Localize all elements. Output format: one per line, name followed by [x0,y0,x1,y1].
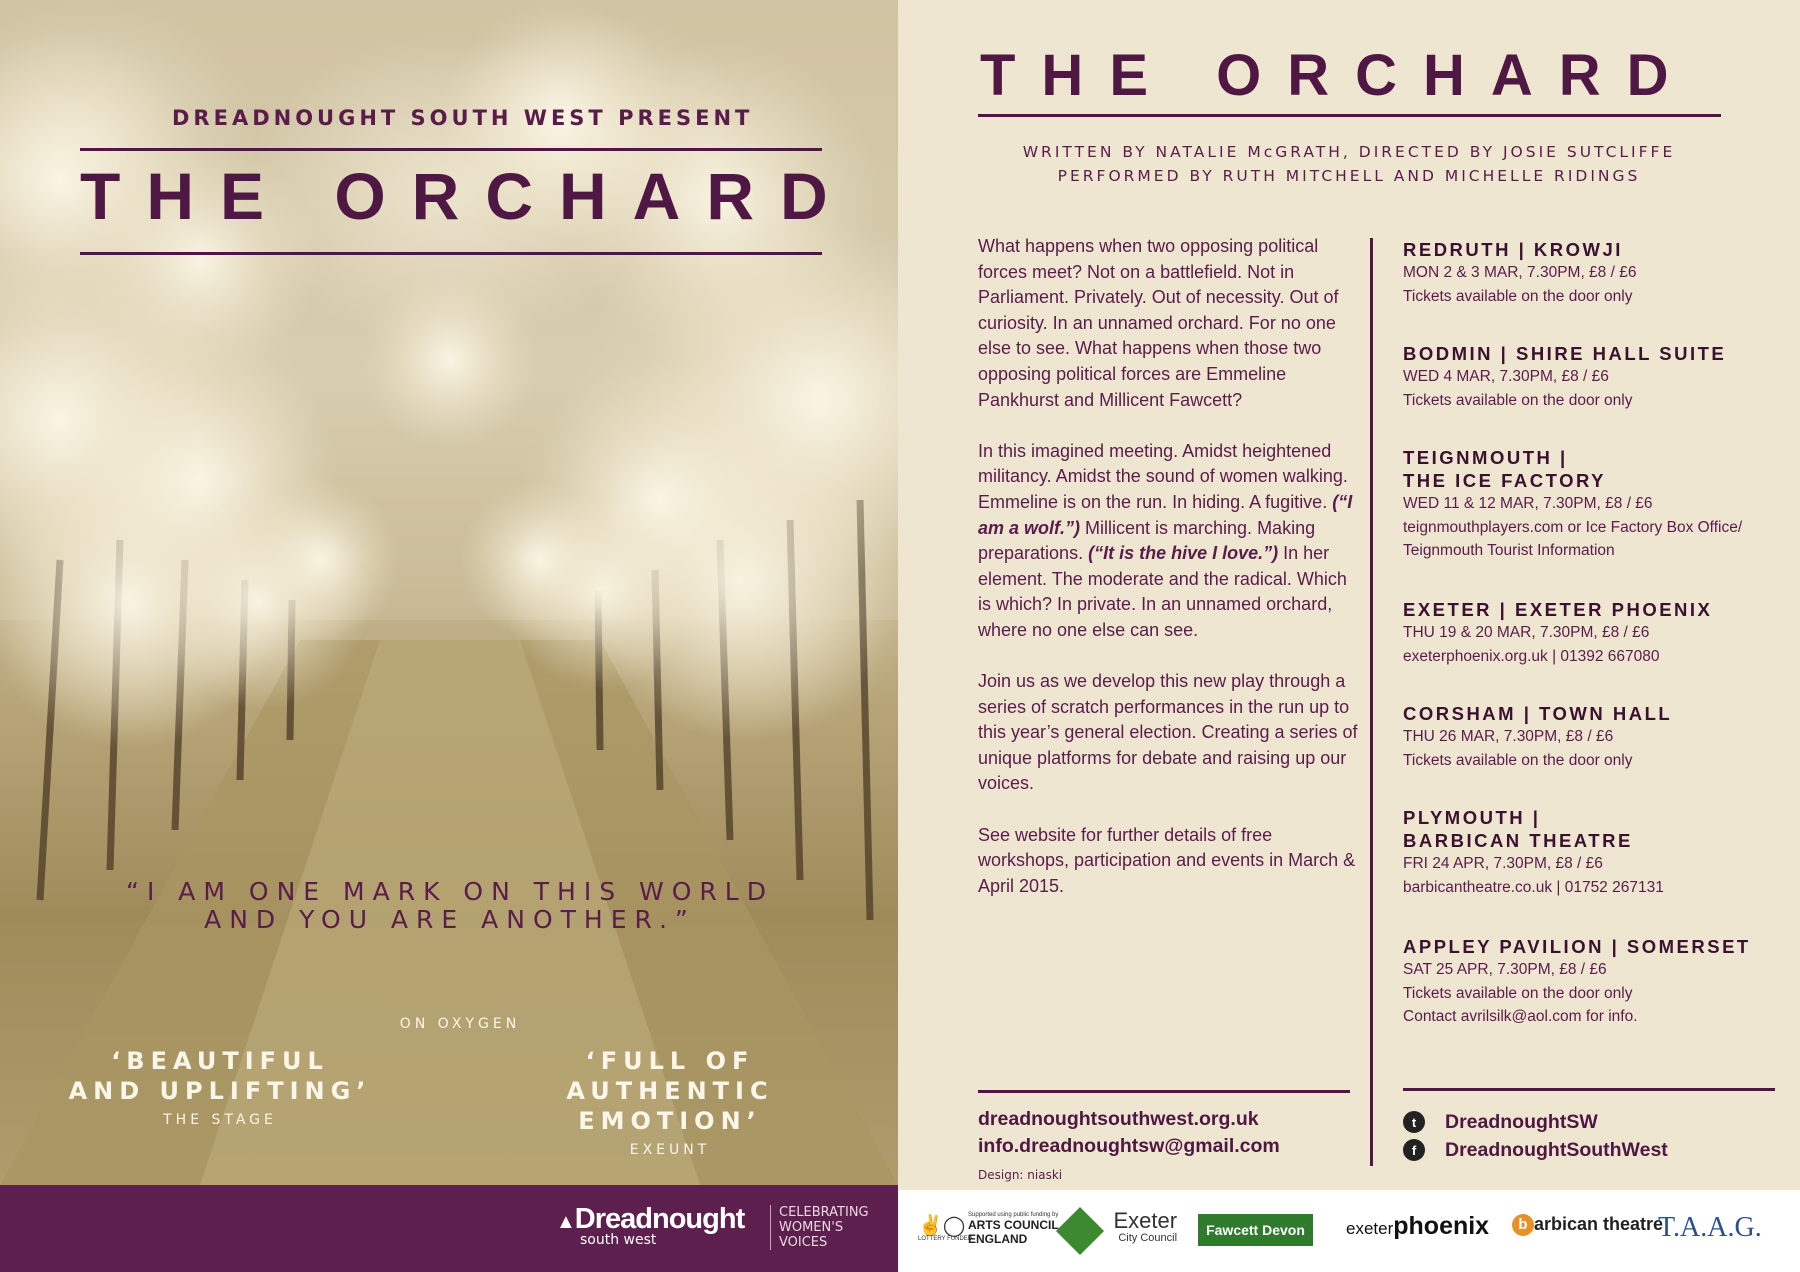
poster-left-panel [0,0,898,1272]
venue-detail: Tickets available on the door only [1403,751,1633,769]
barbican-theatre-logo: b arbican theatre [1512,1214,1663,1236]
synopsis [978,234,1358,925]
poster-title: THE ORCHARD [80,159,854,233]
design-credit: Design: niaski [978,1168,1063,1182]
review-line: AUTHENTIC EMOTION’ [566,1077,774,1135]
email-link[interactable]: info.dreadnoughtsw@gmail.com [978,1135,1280,1157]
logo-mark-icon: ▲ [556,1211,575,1233]
venue-corsham [1403,702,1783,772]
review-line: AND UPLIFTING’ [68,1077,372,1105]
venue-detail: teignmouthplayers.com or Ice Factory Box Office/ [1403,518,1743,536]
twitter-handle: DreadnoughtSW [1445,1110,1598,1133]
venue-detail: Tickets available on the door only [1403,984,1633,1002]
venue-detail: Tickets available on the door only [1403,287,1633,305]
exeter-emblem-icon [1056,1207,1104,1255]
footer-tagline: CELEBRATING WOMEN'S VOICES [770,1205,869,1250]
facebook-link[interactable] [1403,1136,1668,1164]
taag-logo: T.A.A.G. [1658,1212,1762,1243]
venue-detail: Contact avrilsilk@aol.com for info. [1403,1008,1638,1025]
quote-line: AND YOU ARE ANOTHER.” [204,905,696,934]
logo-name: ▲Dreadnought [556,1203,745,1235]
venue-detail: FRI 24 APR, 7.30PM, £8 / £6 [1403,855,1603,872]
review-line: ‘FULL OF [585,1047,755,1075]
review-the-stage [60,1046,380,1128]
review-exeunt [470,1046,870,1158]
venue-detail: WED 11 & 12 MAR, 7.30PM, £8 / £6 [1403,495,1653,512]
social-rule [1403,1088,1775,1091]
venue-name: PLYMOUTH | [1403,807,1541,828]
info-title-rule [978,114,1721,117]
title-top-rule [80,148,822,151]
review-source: THE STAGE [163,1112,277,1128]
venue-detail: SAT 25 APR, 7.30PM, £8 / £6 [1403,961,1607,978]
column-divider [1370,238,1373,1166]
venue-detail: Tickets available on the door only [1403,391,1633,409]
venue-detail: MON 2 & 3 MAR, 7.30PM, £8 / £6 [1403,264,1637,281]
review-source-on-oxygen: ON OXYGEN [399,1016,521,1032]
venue-detail: barbicantheatre.co.uk | 01752 267131 [1403,878,1664,896]
poster-quote [120,878,780,934]
venue-name: EXETER | EXETER PHOENIX [1403,599,1713,620]
venue-name: BARBICAN THEATRE [1403,830,1633,851]
venue-teignmouth [1403,446,1783,563]
quote-line: “I AM ONE MARK ON THIS WORLD [126,877,774,906]
venue-name: CORSHAM | TOWN HALL [1403,703,1673,724]
info-right-panel [898,0,1800,1190]
review-source: EXEUNT [629,1142,711,1158]
synopsis-paragraph: Join us as we develop this new play through a series of scratch performances in the run up to this year’s general election. Creating a series of unique platforms for debate and raising up our voices. [978,671,1358,794]
poster-footer-bar [0,1185,898,1272]
lottery-crossed-fingers-icon: ✌◯ [918,1215,966,1237]
sponsor-logo-strip [898,1190,1800,1272]
contact-block [978,1106,1280,1160]
venue-redruth [1403,238,1783,308]
quote-hive: (“It is the hive I love.”) [1088,543,1279,564]
venue-detail: Teignmouth Tourist Information [1403,542,1615,559]
barbican-b-icon: b [1512,1214,1534,1236]
exeter-city-council-logo: Exeter City Council [1063,1210,1177,1248]
facebook-handle: DreadnoughtSouthWest [1445,1138,1668,1161]
review-line: ‘BEAUTIFUL [111,1047,329,1075]
dreadnought-logo [556,1203,744,1248]
venue-name: THE ICE FACTORY [1403,470,1606,491]
fawcett-devon-logo: Fawcett Devon [1198,1214,1313,1246]
venue-name: APPLEY PAVILION | SOMERSET [1403,936,1751,957]
arts-council-logo: Supported using public funding by ARTS COUNCIL ENGLAND [968,1212,1059,1246]
venue-detail: exeterphoenix.org.uk | 01392 667080 [1403,647,1660,665]
info-title: THE ORCHARD [980,43,1695,108]
contact-rule [978,1090,1350,1093]
title-bottom-rule [80,252,822,255]
facebook-icon: f [1403,1139,1425,1161]
venue-exeter [1403,598,1783,668]
credits-line: WRITTEN BY NATALIE McGRATH, DIRECTED BY JOSIE SUTCLIFFE [1022,143,1676,161]
website-link[interactable]: dreadnoughtsouthwest.org.uk [978,1108,1259,1130]
presenter-text: DREADNOUGHT SOUTH WEST PRESENT [172,106,754,130]
venue-name: BODMIN | SHIRE HALL SUITE [1403,343,1727,364]
logo-sub: south west [580,1232,657,1248]
venue-detail: THU 26 MAR, 7.30PM, £8 / £6 [1403,728,1614,745]
social-block [1403,1108,1668,1164]
twitter-link[interactable] [1403,1108,1668,1136]
venue-bodmin [1403,342,1783,412]
synopsis-paragraph: See website for further details of free workshops, participation and events in March & April 2015. [978,824,1356,896]
venue-plymouth [1403,806,1783,899]
venue-detail: THU 19 & 20 MAR, 7.30PM, £8 / £6 [1403,624,1650,641]
twitter-icon: t [1403,1111,1425,1133]
synopsis-paragraph: What happens when two opposing political forces meet? Not on a battlefield. Not in Parliament. Privately. Out of necessity. Out of curiosity. In an unnamed orchard. For no one else to see. What happens when those two opposing political forces are Emmeline Pankhurst and Millicent Fawcett? [978,236,1339,410]
venue-name: TEIGNMOUTH | [1403,447,1568,468]
credits-line: PERFORMED BY RUTH MITCHELL AND MICHELLE RIDINGS [1057,167,1641,185]
exeter-phoenix-logo: exeterphoenix [1346,1212,1490,1240]
quote-wolf: (“I am a wolf.”) [978,491,1353,538]
venue-name: REDRUTH | KROWJI [1403,239,1623,260]
synopsis-paragraph: In this imagined meeting. Amidst heightened militancy. Amidst the sound of women walking. Emmeline is on the run. In hiding. A fugitive. (“I am a wolf.”) Millicent is marching. Making preparations. (“It is the hive I love.”) In her element. The moderate and the radical. Which is which? In private. In an unnamed orchard, where no one else can see. [978,440,1353,640]
venue-detail: WED 4 MAR, 7.30PM, £8 / £6 [1403,368,1609,385]
credits [898,140,1800,188]
venue-appley [1403,935,1783,1029]
lottery-logo: ✌◯ LOTTERY FUNDED [918,1215,973,1242]
